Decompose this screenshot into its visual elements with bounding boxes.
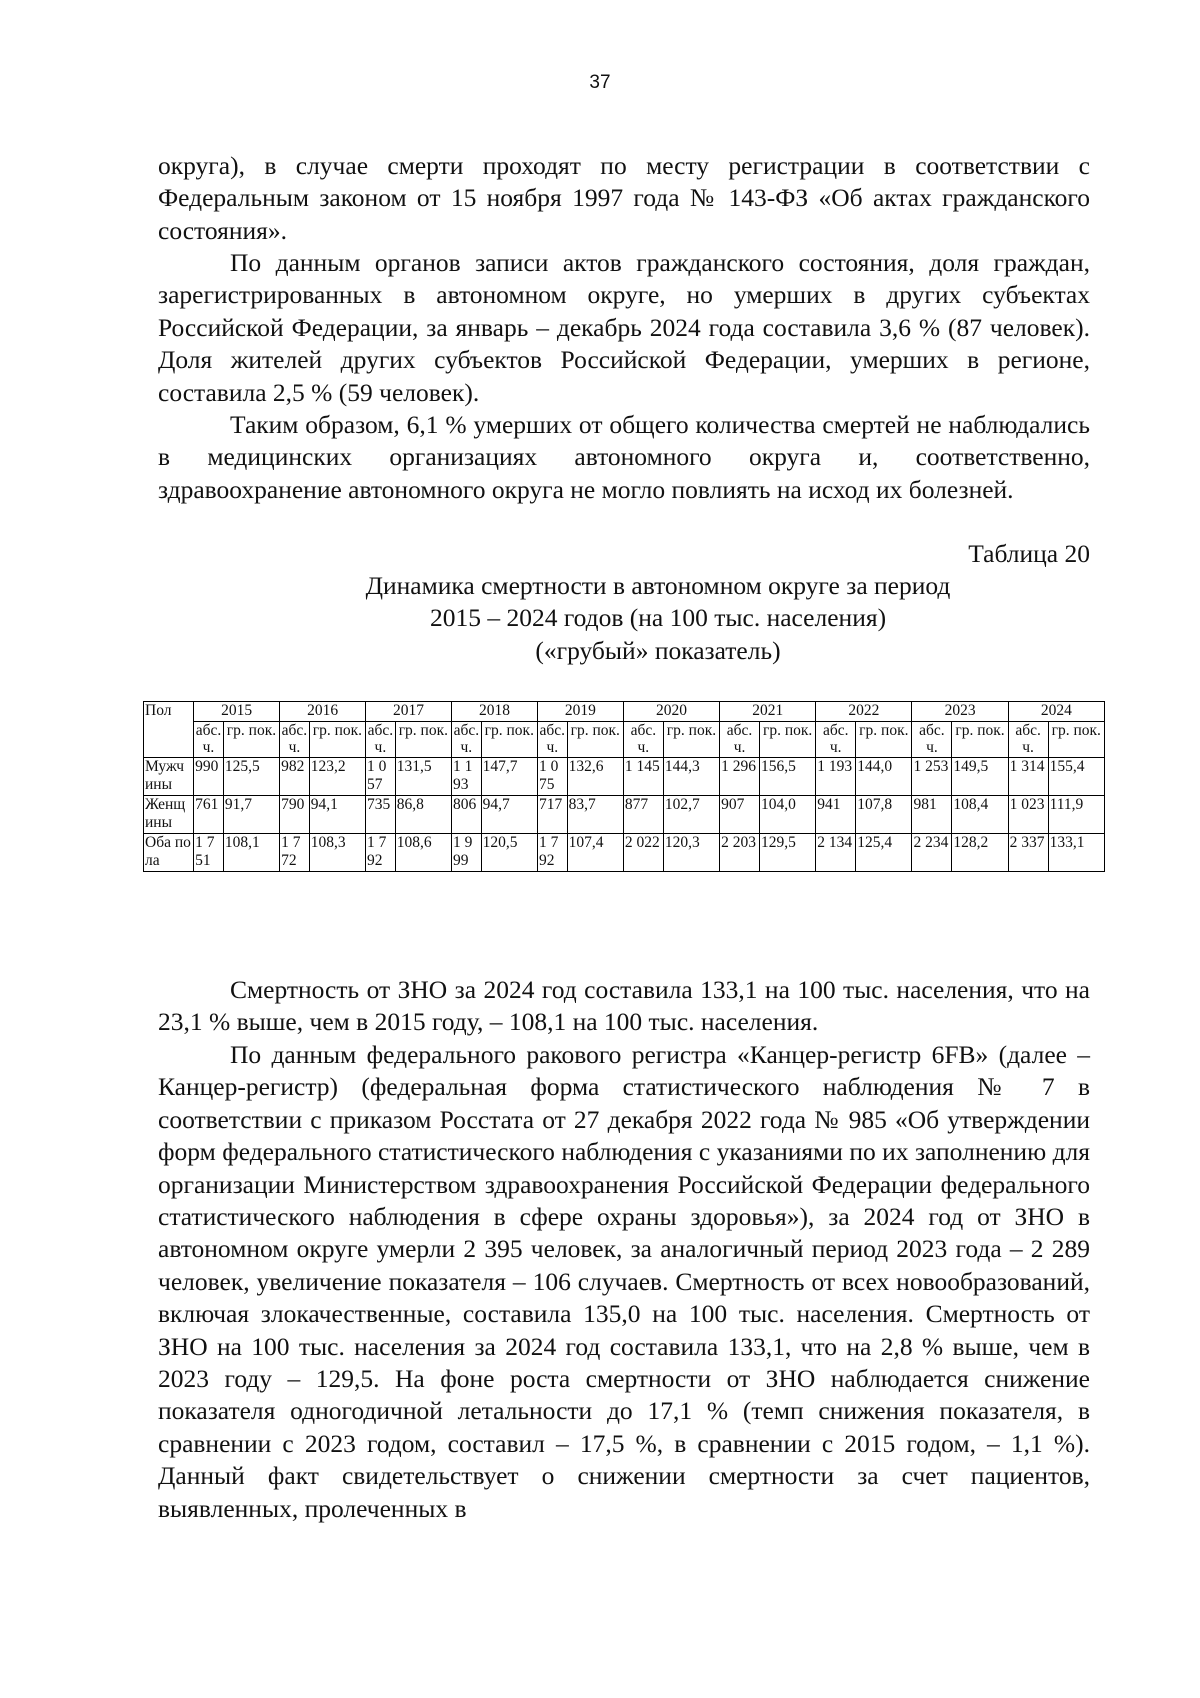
subheader-abs-cell: абс. ч. bbox=[452, 721, 482, 757]
rate-value-cell: 144,0 bbox=[856, 757, 912, 795]
paragraph-2: По данным органов записи актов гражданского состояния, доля граждан, зарегистрированных в автономном округе, но умерших в других субъектах Российской Федерации, за январь – декабрь 2024 года составила 3,6 % (87 человек). Доля жителей других субъектов Российской Федерации, умерших в регионе, составила 2,5 % (59 человек). bbox=[158, 248, 1090, 407]
subheader-abs-cell: абс. ч. bbox=[1008, 721, 1048, 757]
abs-value-cell: 1 057 bbox=[366, 757, 396, 795]
rate-value-cell: 86,8 bbox=[395, 795, 451, 833]
subheader-abs-cell: абс. ч. bbox=[194, 721, 224, 757]
table-row bbox=[144, 795, 1105, 833]
abs-value-cell: 1 193 bbox=[816, 757, 856, 795]
paragraph-3: Таким образом, 6,1 % умерших от общего количества смертей не наблюдались в медицинских организациях автономного округа и, соответственно, здравоохранение автономного округа не могло повлиять на исход их болезней. bbox=[158, 410, 1090, 504]
row-label-cell: Мужчины bbox=[144, 757, 194, 795]
rate-value-cell: 132,6 bbox=[567, 757, 623, 795]
subheader-rate-cell: гр. пок. bbox=[1048, 721, 1104, 757]
subheader-rate-cell: гр. пок. bbox=[309, 721, 365, 757]
subheader-abs-cell: абс. ч. bbox=[912, 721, 952, 757]
abs-value-cell: 1 023 bbox=[1008, 795, 1048, 833]
abs-value-cell: 1 075 bbox=[537, 757, 567, 795]
rate-value-cell: 125,5 bbox=[223, 757, 279, 795]
abs-value-cell: 981 bbox=[912, 795, 952, 833]
table-title-line-1: Динамика смертности в автономном округе за период bbox=[365, 571, 951, 600]
rate-value-cell: 91,7 bbox=[223, 795, 279, 833]
rate-value-cell: 111,9 bbox=[1048, 795, 1104, 833]
rate-value-cell: 125,4 bbox=[856, 833, 912, 871]
abs-value-cell: 982 bbox=[280, 757, 310, 795]
abs-value-cell: 2 337 bbox=[1008, 833, 1048, 871]
subheader-rate-cell: гр. пок. bbox=[663, 721, 719, 757]
subheader-abs-cell: абс. ч. bbox=[280, 721, 310, 757]
abs-value-cell: 806 bbox=[452, 795, 482, 833]
rate-value-cell: 149,5 bbox=[952, 757, 1008, 795]
abs-value-cell: 735 bbox=[366, 795, 396, 833]
rate-value-cell: 108,3 bbox=[309, 833, 365, 871]
subheader-rate-cell: гр. пок. bbox=[567, 721, 623, 757]
paragraph-5: По данным федерального ракового регистра «Канцер-регистр 6FB» (далее – Канцер-регистр) (федеральная форма статистического наблюдения № 7 в соответствии с приказом Росстата от 27 декабря 2022 года № 985 «Об утверждении форм федерального статистического наблюдения с указаниями по их заполнению для организации Министерством здравоохранения Российской Федерации федерального статистического наблюдения в сфере охраны здоровья»), за 2024 год от ЗНО в автономном округе умерли 2 395 человек, за аналогичный период 2023 года – 2 289 человек, увеличение показателя – 106 случаев. Смертность от всех новообразований, включая злокачественные, составила 135,0 на 100 тыс. населения. Смертность от ЗНО на 100 тыс. населения за 2024 год составила 133,1, что на 2,8 % выше, чем в 2023 году – 129,5. На фоне роста смертности от ЗНО наблюдается снижение показателя одногодичной летальности до 17,1 % (темп снижения показателя, в сравнении с 2023 годом, составил – 17,5 %, в сравнении с 2015 годом, – 1,1 %). Данный факт свидетельствует о снижении смертности за счет пациентов, выявленных, пролеченных в bbox=[158, 1040, 1090, 1523]
abs-value-cell: 761 bbox=[194, 795, 224, 833]
year-header-cell: 2017 bbox=[366, 702, 452, 722]
rate-value-cell: 104,0 bbox=[760, 795, 816, 833]
rate-value-cell: 131,5 bbox=[395, 757, 451, 795]
table-subheader-row bbox=[144, 721, 1105, 757]
abs-value-cell: 1 145 bbox=[623, 757, 663, 795]
abs-value-cell: 2 234 bbox=[912, 833, 952, 871]
abs-value-cell: 2 022 bbox=[623, 833, 663, 871]
table-header-row bbox=[144, 702, 1105, 722]
abs-value-cell: 2 134 bbox=[816, 833, 856, 871]
rate-value-cell: 83,7 bbox=[567, 795, 623, 833]
abs-value-cell: 1 253 bbox=[912, 757, 952, 795]
rate-value-cell: 108,1 bbox=[223, 833, 279, 871]
subheader-abs-cell: абс. ч. bbox=[816, 721, 856, 757]
rate-value-cell: 120,3 bbox=[663, 833, 719, 871]
rate-value-cell: 94,7 bbox=[481, 795, 537, 833]
rate-value-cell: 102,7 bbox=[663, 795, 719, 833]
abs-value-cell: 990 bbox=[194, 757, 224, 795]
paragraph-4: Смертность от ЗНО за 2024 год составила 133,1 на 100 тыс. населения, что на 23,1 % выше, чем в 2015 году, – 108,1 на 100 тыс. населения. bbox=[158, 975, 1090, 1037]
abs-value-cell: 1 792 bbox=[366, 833, 396, 871]
year-header-cell: 2018 bbox=[452, 702, 538, 722]
table-title bbox=[158, 570, 1158, 667]
year-header-cell: 2023 bbox=[912, 702, 1008, 722]
subheader-rate-cell: гр. пок. bbox=[952, 721, 1008, 757]
year-header-cell: 2016 bbox=[280, 702, 366, 722]
subheader-rate-cell: гр. пок. bbox=[760, 721, 816, 757]
rate-value-cell: 120,5 bbox=[481, 833, 537, 871]
rate-value-cell: 156,5 bbox=[760, 757, 816, 795]
rate-value-cell: 144,3 bbox=[663, 757, 719, 795]
year-header-cell: 2019 bbox=[537, 702, 623, 722]
abs-value-cell: 2 203 bbox=[720, 833, 760, 871]
abs-value-cell: 1 792 bbox=[537, 833, 567, 871]
subheader-abs-cell: абс. ч. bbox=[537, 721, 567, 757]
header-corner-cell: Пол bbox=[144, 702, 194, 758]
rate-value-cell: 129,5 bbox=[760, 833, 816, 871]
subheader-rate-cell: гр. пок. bbox=[481, 721, 537, 757]
row-label-cell: Оба пола bbox=[144, 833, 194, 871]
rate-value-cell: 94,1 bbox=[309, 795, 365, 833]
abs-value-cell: 1 772 bbox=[280, 833, 310, 871]
year-header-cell: 2020 bbox=[623, 702, 719, 722]
table-caption: Таблица 20 bbox=[968, 539, 1090, 568]
rate-value-cell: 155,4 bbox=[1048, 757, 1104, 795]
page-number: 37 bbox=[589, 72, 611, 93]
table-row bbox=[144, 757, 1105, 795]
rate-value-cell: 108,4 bbox=[952, 795, 1008, 833]
abs-value-cell: 790 bbox=[280, 795, 310, 833]
abs-value-cell: 941 bbox=[816, 795, 856, 833]
rate-value-cell: 133,1 bbox=[1048, 833, 1104, 871]
subheader-rate-cell: гр. пок. bbox=[223, 721, 279, 757]
mortality-table bbox=[143, 701, 1105, 872]
year-header-cell: 2015 bbox=[194, 702, 280, 722]
table-title-line-2: 2015 – 2024 годов (на 100 тыс. населения) bbox=[429, 603, 887, 633]
abs-value-cell: 907 bbox=[720, 795, 760, 833]
subheader-abs-cell: абс. ч. bbox=[623, 721, 663, 757]
rate-value-cell: 147,7 bbox=[481, 757, 537, 795]
row-label-cell: Женщины bbox=[144, 795, 194, 833]
abs-value-cell: 1 999 bbox=[452, 833, 482, 871]
paragraph-1: округа), в случае смерти проходят по месту регистрации в соответствии с Федеральным законом от 15 ноября 1997 года № 143-ФЗ «Об актах гражданского состояния». bbox=[158, 151, 1090, 245]
rate-value-cell: 107,4 bbox=[567, 833, 623, 871]
subheader-rate-cell: гр. пок. bbox=[856, 721, 912, 757]
rate-value-cell: 128,2 bbox=[952, 833, 1008, 871]
year-header-cell: 2022 bbox=[816, 702, 912, 722]
abs-value-cell: 1 314 bbox=[1008, 757, 1048, 795]
abs-value-cell: 1 751 bbox=[194, 833, 224, 871]
subheader-rate-cell: гр. пок. bbox=[395, 721, 451, 757]
abs-value-cell: 717 bbox=[537, 795, 567, 833]
subheader-abs-cell: абс. ч. bbox=[366, 721, 396, 757]
rate-value-cell: 108,6 bbox=[395, 833, 451, 871]
year-header-cell: 2024 bbox=[1008, 702, 1104, 722]
abs-value-cell: 1 193 bbox=[452, 757, 482, 795]
abs-value-cell: 877 bbox=[623, 795, 663, 833]
table-title-line-3: («грубый» показатель) bbox=[535, 635, 781, 665]
rate-value-cell: 123,2 bbox=[309, 757, 365, 795]
abs-value-cell: 1 296 bbox=[720, 757, 760, 795]
year-header-cell: 2021 bbox=[720, 702, 816, 722]
table-row bbox=[144, 833, 1105, 871]
rate-value-cell: 107,8 bbox=[856, 795, 912, 833]
subheader-abs-cell: абс. ч. bbox=[720, 721, 760, 757]
